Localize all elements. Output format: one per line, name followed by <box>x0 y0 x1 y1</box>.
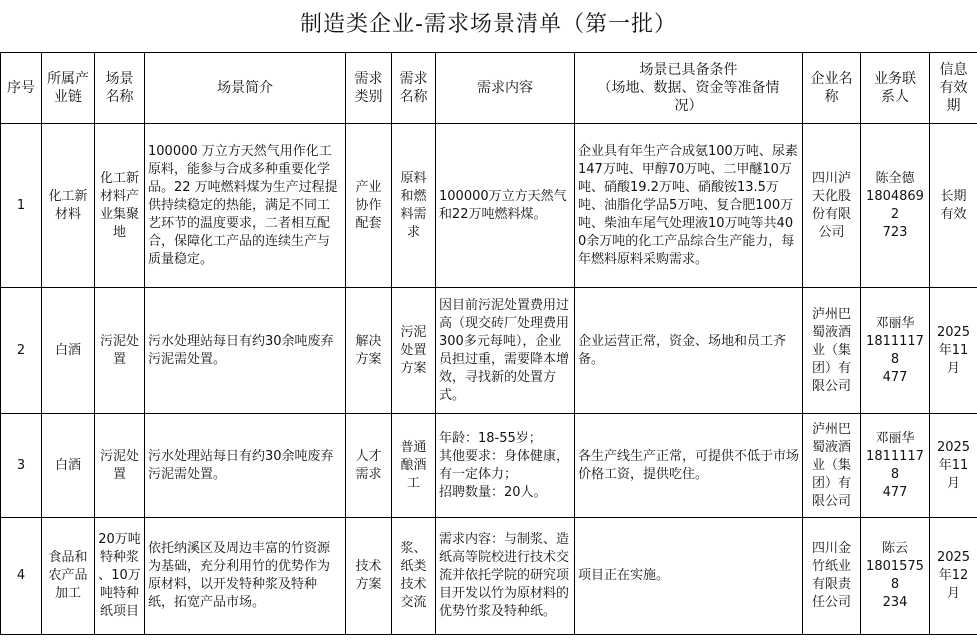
cell-demand-type: 产业 协作 配套 <box>346 124 392 288</box>
cell-contact: 陈全德 18048692 723 <box>861 124 930 288</box>
cell-seq: 2 <box>1 288 42 414</box>
cell-seq: 3 <box>1 414 42 518</box>
header-industry: 所属产 业链 <box>42 53 95 124</box>
cell-demand-name: 普通 酿酒 工 <box>392 414 436 518</box>
cell-seq: 4 <box>1 518 42 635</box>
cell-demand-name: 污泥 处置 方案 <box>392 288 436 414</box>
cell-industry: 食品和 农产品 加工 <box>42 518 95 635</box>
cell-demand-type: 人才 需求 <box>346 414 392 518</box>
cell-scene-name: 20万吨 特种浆 、10万 吨特种 纸项目 <box>95 518 145 635</box>
table-row <box>1 518 977 635</box>
cell-scene-name: 化工新 材料产 业集聚 地 <box>95 124 145 288</box>
header-seq: 序号 <box>1 53 42 124</box>
cell-demand-content: 因目前污泥处置费用过高（现交砖厂处理费用300多元每吨），企业员担过重，需要降本增效，寻找新的处置方式。 <box>436 288 575 414</box>
header-validity: 信息 有效 期 <box>930 53 977 124</box>
cell-company: 四川金 竹纸业 有限责 任公司 <box>803 518 861 635</box>
cell-scene-intro: 污水处理站每日有约30余吨废弃污泥需处置。 <box>145 288 346 414</box>
page-title: 制造类企业-需求场景清单（第一批） <box>300 11 677 37</box>
cell-scene-intro: 100000 万立方天然气用作化工原料，能参与合成多种重要化学品。22 万吨燃料煤为生产过程提供持续稳定的热能，满足不同工艺环节的温度要求，二者相互配合，保障化工产品的连续生产与质量稳定。 <box>145 124 346 288</box>
table-row <box>1 288 977 414</box>
cell-demand-name: 原料 和燃 料需 求 <box>392 124 436 288</box>
header-demand-type: 需求 类别 <box>346 53 392 124</box>
cell-company: 泸州巴 蜀液酒 业（集 团）有 限公司 <box>803 288 861 414</box>
cell-scene-intro: 污水处理站每日有约30余吨废弃污泥需处置。 <box>145 414 346 518</box>
table-row <box>1 414 977 518</box>
cell-demand-content: 年龄：18-55岁； 其他要求：身体健康，有一定体力； 招聘数量：20人。 <box>436 414 575 518</box>
cell-conditions: 企业运营正常，资金、场地和员工齐备。 <box>575 288 803 414</box>
header-scene-name: 场景 名称 <box>95 53 145 124</box>
cell-validity: 2025 年12 月 <box>930 518 977 635</box>
cell-industry: 白酒 <box>42 288 95 414</box>
cell-conditions: 项目正在实施。 <box>575 518 803 635</box>
cell-validity: 2025 年11 月 <box>930 414 977 518</box>
cell-validity: 长期 有效 <box>930 124 977 288</box>
cell-industry: 白酒 <box>42 414 95 518</box>
header-scene-intro: 场景简介 <box>145 53 346 124</box>
cell-demand-type: 技术 方案 <box>346 518 392 635</box>
cell-demand-content: 100000万立方天然气和22万吨燃料煤。 <box>436 124 575 288</box>
cell-contact: 邓丽华 18111178 477 <box>861 414 930 518</box>
cell-demand-content: 需求内容：与制浆、造纸高等院校进行技术交流并依托学院的研究项目开发以竹为原材料的优势竹浆及特种纸。 <box>436 518 575 635</box>
cell-company: 泸州巴 蜀液酒 业（集 团）有 限公司 <box>803 414 861 518</box>
header-conditions: 场景已具备条件 （场地、数据、资金等准备情 况） <box>575 53 803 124</box>
cell-validity: 2025 年11 月 <box>930 288 977 414</box>
cell-demand-name: 浆、 纸类 技术 交流 <box>392 518 436 635</box>
cell-contact: 陈云 18015758 234 <box>861 518 930 635</box>
cell-scene-name: 污泥处 置 <box>95 288 145 414</box>
table-row <box>1 124 977 288</box>
cell-seq: 1 <box>1 124 42 288</box>
cell-scene-intro: 依托纳溪区及周边丰富的竹资源为基础，充分利用竹的优势作为原材料，以开发特种浆及特种纸，拓宽产品市场。 <box>145 518 346 635</box>
cell-contact: 邓丽华 18111178 477 <box>861 288 930 414</box>
cell-industry: 化工新 材料 <box>42 124 95 288</box>
cell-conditions: 企业具有年生产合成氨100万吨、尿素147万吨、甲醇70万吨、二甲醚10万吨、硝酸19.2万吨、硝酸铵13.5万吨、油脂化学品5万吨、复合肥100万吨、柴油车尾气处理液10万吨等共400余万吨的化工产品综合生产能力，每年燃料原料采购需求。 <box>575 124 803 288</box>
cell-scene-name: 污泥处 置 <box>95 414 145 518</box>
cell-company: 四川泸 天化股 份有限 公司 <box>803 124 861 288</box>
demand-scene-table <box>0 52 977 635</box>
header-demand-content: 需求内容 <box>436 53 575 124</box>
cell-demand-type: 解决 方案 <box>346 288 392 414</box>
header-contact: 业务联 系人 <box>861 53 930 124</box>
header-company: 企业名 称 <box>803 53 861 124</box>
header-row <box>1 53 977 124</box>
header-demand-name: 需求 名称 <box>392 53 436 124</box>
cell-conditions: 各生产线生产正常，可提供不低于市场价格工资，提供吃住。 <box>575 414 803 518</box>
